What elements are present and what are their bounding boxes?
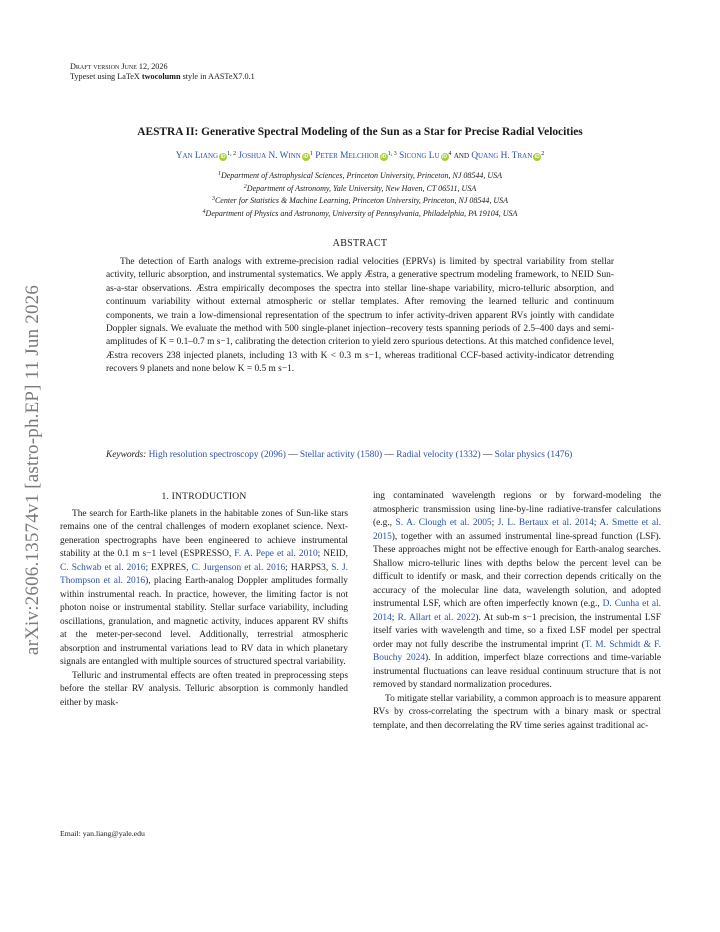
abstract-heading: ABSTRACT bbox=[332, 238, 388, 249]
text-run: ; NEID, bbox=[317, 549, 349, 559]
orcid-icon[interactable]: iD bbox=[534, 154, 540, 160]
text-run: ; EXPRES, bbox=[145, 562, 192, 573]
affiliation-text: Department of Astronomy, Yale University, New Haven, CT 06511, USA bbox=[246, 183, 477, 193]
affiliation-text: Center for Statistics & Machine Learning, Princeton University, Princeton, NJ 08544, USA bbox=[214, 196, 509, 206]
affiliation-text: Department of Astrophysical Sciences, Princeton University, Princeton, NJ 08544, USA bbox=[220, 171, 503, 180]
text-run: ; bbox=[593, 518, 600, 528]
intro-paragraph-2 bbox=[60, 670, 348, 711]
keyword-link[interactable]: High resolution spectroscopy (2096) bbox=[148, 450, 286, 460]
abstract-text: The detection of Earth analogs with extreme-precision radial velocities (EPRVs) is limited by spectral variability from stellar activity, telluric absorption, and instrumental systematics. We apply Æstra, a generative spectrum modeling framework, to NEID Sun-as-a-star observations. Æstra empirically decomposes the spectra into stellar line-shape variability, micro-telluric absorption, and continuum variability without external atmospheric or stellar templates. After removing the learned telluric and continuum components, we train a low-dimensional representation of the spectrum to infer activity-driven apparent RVs jointly with candidate Doppler signals. We evaluate the method with 500 single-planet injection–recovery tests spanning periods of 2.5–400 days and semi-amplitudes of K = 0.1–0.7 m s−1, calibrating the detection criterion to yield zero spurious detections. At this matched confidence level, Æstra recovers 238 injected planets, including 13 with K < 0.3 m s−1, whereas traditional CCF-based activity-indicator detrending recovers 9 planets and none below K = 0.5 m s−1. bbox=[106, 257, 614, 375]
text-run: ). In addition, imperfect blaze corrections and time-variable instrumental fluctuations can leave residual continuum structure that is not removed by standard normalization procedures. bbox=[373, 653, 661, 690]
text-run: ; bbox=[391, 612, 398, 623]
citation-link[interactable]: F. A. Pepe et al. 2010 bbox=[234, 549, 318, 559]
intro-paragraph-1 bbox=[60, 508, 348, 670]
typeset-prefix: Typeset using bbox=[70, 72, 118, 81]
author-name[interactable]: Quang H. Tran bbox=[471, 151, 533, 161]
right-column bbox=[373, 490, 661, 733]
keyword-link[interactable]: Stellar activity (1580) bbox=[299, 450, 383, 460]
affiliation-number: 3 bbox=[211, 196, 215, 203]
left-column bbox=[60, 490, 348, 710]
author-list bbox=[60, 151, 660, 161]
author-name[interactable]: Sicong Lu bbox=[399, 151, 440, 161]
keyword-link[interactable]: Solar physics (1476) bbox=[494, 450, 573, 460]
authors-and: and bbox=[453, 151, 470, 161]
intro-paragraph-3 bbox=[373, 490, 661, 693]
citation-link[interactable]: C. Schwab et al. 2016 bbox=[60, 562, 146, 573]
keywords bbox=[106, 449, 614, 462]
citation-link[interactable]: C. Jurgenson et al. 2016 bbox=[191, 562, 286, 573]
affiliation bbox=[60, 183, 660, 196]
citation-link[interactable]: D. Cunha et al. 2014 bbox=[373, 599, 662, 623]
affiliation-number: 4 bbox=[202, 208, 206, 215]
paper-title: AESTRA II: Generative Spectral Modeling of the Sun as a Star for Precise Radial Velocities bbox=[137, 126, 583, 138]
text-run: ). At sub-m s−1 precision, the instrumental LSF itself varies with wavelength and time, so a fixed LSF model per spectral order may not fully describe the instrumental imprint ( bbox=[373, 612, 661, 650]
draft-line: Draft version June 12, 2026 bbox=[70, 62, 168, 71]
author-affil-marker: 2 bbox=[541, 151, 545, 157]
author-affil-marker: 1 bbox=[309, 151, 313, 157]
text-run: ; bbox=[491, 518, 498, 528]
affiliation bbox=[60, 195, 660, 208]
keywords-list bbox=[149, 450, 573, 460]
orcid-icon[interactable]: iD bbox=[442, 154, 448, 160]
keyword-separator: — bbox=[480, 450, 495, 460]
keyword-separator: — bbox=[285, 450, 300, 460]
affiliation bbox=[60, 170, 660, 183]
email-footnote: Email: yan.liang@yale.edu bbox=[60, 829, 145, 838]
arxiv-sidebar bbox=[18, 240, 48, 700]
keyword-link[interactable]: Radial velocity (1332) bbox=[396, 450, 481, 460]
text-run: ), together with an assumed instrumental line-spread function (LSF). These approaches might not be effective enough for Earth-analog searches. Shallow micro-telluric lines with depths below the percent level can be difficult to identify or mask, and their correction depends critically on the accuracy of the molecular line data, wavelength solution, and adopted instrumental LSF, which are often imperfectly known (e.g., bbox=[373, 531, 661, 609]
typeset-suffix: style in AASTeX7.0.1 bbox=[180, 72, 255, 81]
text-run: ; HARPS3, bbox=[285, 562, 332, 573]
author-name[interactable]: Yan Liang bbox=[175, 151, 219, 161]
typeset-style: twocolumn bbox=[141, 72, 181, 81]
citation-link[interactable]: R. Allart et al. 2022 bbox=[397, 612, 476, 623]
keyword-separator: — bbox=[382, 450, 397, 460]
text-run: The search for Earth-like planets in the habitable zones of Sun-like stars remains one of the central challenges of modern exoplanet science. Next-generation spectrographs have been engineered to achieve instrumental stability at the 0.1 m s−1 level (ESPRESSO, bbox=[60, 508, 348, 559]
author-affil-marker: 4 bbox=[448, 151, 452, 157]
citation-link[interactable]: J. L. Bertaux et al. 2014 bbox=[497, 518, 594, 528]
text-run: To mitigate stellar variability, a common approach is to measure apparent RVs by cross-correlating the spectrum with a binary mask or spectral template, and then decorrelating the RV time series against traditional ac- bbox=[373, 693, 661, 731]
affiliation-number: 1 bbox=[217, 171, 221, 177]
header-meta bbox=[70, 62, 255, 82]
text-run: ), placing Earth-analog Doppler amplitudes formally within instrumental reach. In practice, however, the limiting factor is not photon noise or instrumental stability. Stellar surface variability, including oscillations, granulation, and magnetic activity, induces apparent RV shifts at the meter-per-second level. Additionally, terrestrial atmospheric absorption and instrumental variations lead to RV data in which planetary signals are entangled with multiple sources of structured spectral variability. bbox=[60, 576, 348, 667]
orcid-icon[interactable]: iD bbox=[220, 154, 226, 160]
citation-link[interactable]: S. J. Thompson et al. 2016 bbox=[60, 562, 348, 586]
affiliation bbox=[60, 208, 660, 221]
author-name[interactable]: Joshua N. Winn bbox=[238, 151, 301, 161]
affiliation-list bbox=[60, 170, 660, 220]
arxiv-identifier: arXiv:2606.13574v1 [astro-ph.EP] 11 Jun 2026 bbox=[22, 284, 43, 656]
keywords-label: Keywords: bbox=[106, 450, 147, 460]
latex-logo: LaTeX bbox=[117, 72, 140, 81]
author-affil-marker: 1, 2 bbox=[227, 151, 237, 157]
citation-link[interactable]: T. M. Schmidt & F. Bouchy 2024 bbox=[373, 639, 661, 663]
orcid-icon[interactable]: iD bbox=[303, 154, 309, 160]
affiliation-number: 2 bbox=[243, 183, 247, 190]
orcid-icon[interactable]: iD bbox=[381, 154, 387, 160]
affiliation-text: Department of Physics and Astronomy, University of Pennsylvania, Philadelphia, PA 19104, USA bbox=[205, 208, 518, 218]
author-affil-marker: 1, 3 bbox=[387, 151, 397, 157]
text-run: Telluric and instrumental effects are often treated in preprocessing steps before the stellar RV analysis. Telluric absorption is commonly handled either by mask- bbox=[60, 670, 348, 708]
intro-paragraph-4 bbox=[373, 693, 661, 734]
typeset-line bbox=[70, 72, 255, 82]
text-run: ing contaminated wavelength regions or by forward-modeling the atmospheric transmission using line-by-line radiative-transfer calculations (e.g., bbox=[373, 491, 661, 528]
citation-link[interactable]: A. Smette et al. 2015 bbox=[373, 518, 662, 542]
citation-link[interactable]: S. A. Clough et al. 2005 bbox=[395, 518, 492, 528]
section-heading: 1. INTRODUCTION bbox=[161, 491, 247, 502]
author-name[interactable]: Peter Melchior bbox=[315, 151, 379, 161]
